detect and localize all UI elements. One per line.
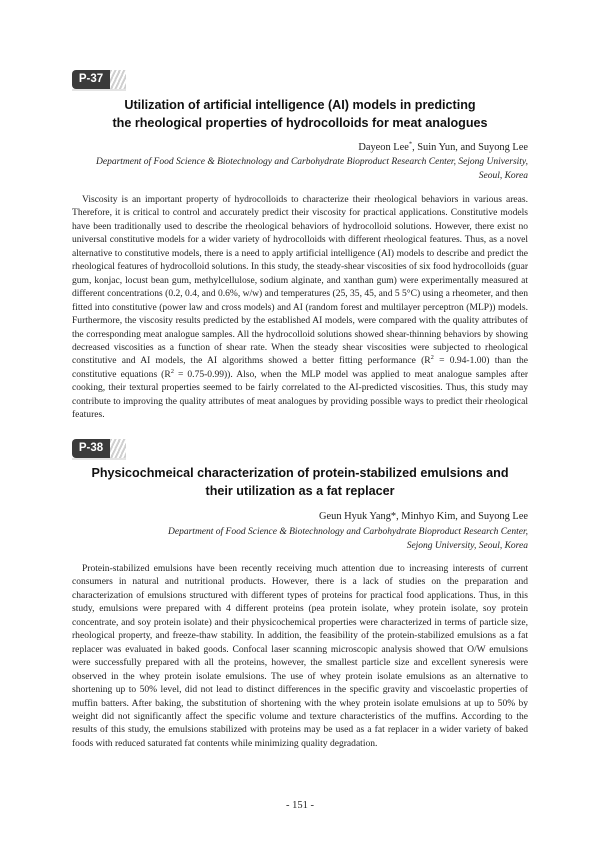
badge-shadow xyxy=(72,89,126,91)
abstract-p38: Protein-stabilized emulsions have been recently receiving much attention due to increasing interests of current consumers in natural and nutritional products. However, there is a lack of studies on the preparation and characterization of emulsions structured with different types of proteins for practical food applications. Thus, in this study, emulsions were prepared with 4 different proteins (pea protein isolate, whey protein isolate, soy protein concentrate, and soy protein isolate) and their physicochemical properties were characterized in terms of particle size, rheological property, and freeze-thaw stability. In addition, the feasibility of the protein-stabilized emulsions as a fat replacer was evaluated in baked goods. Confocal laser scanning microscopic analysis showed that O/W emulsions were successfully prepared with all the proteins, however, the smallest particle size and excellent syneresis were observed in the whey protein isolate emulsions. The use of whey protein isolate emulsions as an alternative to shortening up to 50% level, did not lead to distinct differences in the specific gravity and viscoelastic properties of muffin batters. After baking, the substitution of shortening with the whey protein isolate emulsions at up to 50% by weight did not significantly affect the specific volume and texture characteristics of the muffins. According to the results of this study, the emulsions stabilized with proteins may be used as a fat replacer in a wider variety of baked foods with reduced saturated fat contents while minimizing quality degradation. xyxy=(72,563,528,749)
authors-p37 xyxy=(358,141,528,154)
abstract-part-b: = 0.94-1.00) than the constitutive equations (R xyxy=(72,355,528,380)
section-badge-p38 xyxy=(72,439,122,458)
badge-label: P-37 xyxy=(72,70,110,89)
authors-rest: , Suin Yun, and Suyong Lee xyxy=(412,142,528,153)
title-line-2: the rheological properties of hydrocolloids for meat analogues xyxy=(112,116,488,130)
affiliation-line-2: Sejong University, Seoul, Korea xyxy=(406,541,528,551)
paper-title-p37 xyxy=(60,96,540,132)
authors-p38: Geun Hyuk Yang*, Minhyo Kim, and Suyong Lee xyxy=(319,511,528,522)
affiliation-p37 xyxy=(96,155,528,183)
corresponding-mark: * xyxy=(408,140,413,148)
badge-stripes xyxy=(110,439,126,458)
affiliation-p38 xyxy=(168,525,528,553)
badge-stripes xyxy=(110,70,126,89)
badge-label: P-38 xyxy=(72,439,110,458)
affiliation-line-1: Department of Food Science & Biotechnology and Carbohydrate Bioproduct Research Center, Sejong University, xyxy=(96,157,528,167)
affiliation-line-2: Seoul, Korea xyxy=(478,171,528,181)
title-line-1: Physicochmeical characterization of protein-stabilized emulsions and xyxy=(91,466,509,480)
page-number: - 151 - xyxy=(286,800,314,811)
title-line-1: Utilization of artificial intelligence (AI) models in predicting xyxy=(124,98,476,112)
abstract-part-a: Viscosity is an important property of hydrocolloids to characterize their rheological behaviors in various areas. Therefore, it is critical to control and accurately predict their viscosity for practical applications. Constitutive models have been traditionally used to describe the rheological behaviors of hydrocolloid solutions. However, there exist no universal constitutive models for a wider variety of hydrocolloids with different rheological features. Thus, as a novel alternative to constitutive models, there is a need to apply artificial intelligence (AI) models to describe and predict the rheological features of hydrocolloid solutions. In this study, the steady-shear viscosities of six food hydrocolloids (guar gum, konjac, locust bean gum, methylcellulose, sodium alginate, and xanthan gum) were experimentally measured at different concentrations (0.2, 0.4, and 0.6%, w/w) and temperatures (25, 35, 45, and 5 5°C) using a rheometer, and then fitted into constitutive (power law and cross models) and AI (random forest and multilayer perceptron (MLP)) models. Furthermore, the viscosity results predicted by the established AI models, were compared with the quality attributes of the corresponding meat analogue samples. All the hydrocolloid solutions showed shear-thinning behaviors by showing decreased viscosities as a function of shear rate. When the steady shear viscosities were subjected to rheological constitutive and AI models, the AI algorithms showed a better fitting performance (R xyxy=(72,194,528,367)
badge-shadow xyxy=(72,458,126,460)
section-badge-p37 xyxy=(72,70,122,89)
superscript-r2-b: 2 xyxy=(170,367,174,375)
paper-title-p38 xyxy=(60,464,540,500)
title-line-2: their utilization as a fat replacer xyxy=(205,484,395,498)
abstract-p37 xyxy=(72,193,528,422)
affiliation-line-1: Department of Food Science & Biotechnology and Carbohydrate Bioproduct Research Center, xyxy=(168,527,528,537)
superscript-r2-a: 2 xyxy=(430,354,434,362)
abstract-part-c: = 0.75-0.99)). Also, when the MLP model was applied to meat analogue samples after cooking, their textural properties seemed to be fairly correlated to the AI-predicted viscosities. Thus, this study may contribute to improving the quality attributes of meat analogues by providing possible ways to predict their rheological features. xyxy=(72,368,528,421)
author-first: Dayeon Lee xyxy=(358,142,409,153)
